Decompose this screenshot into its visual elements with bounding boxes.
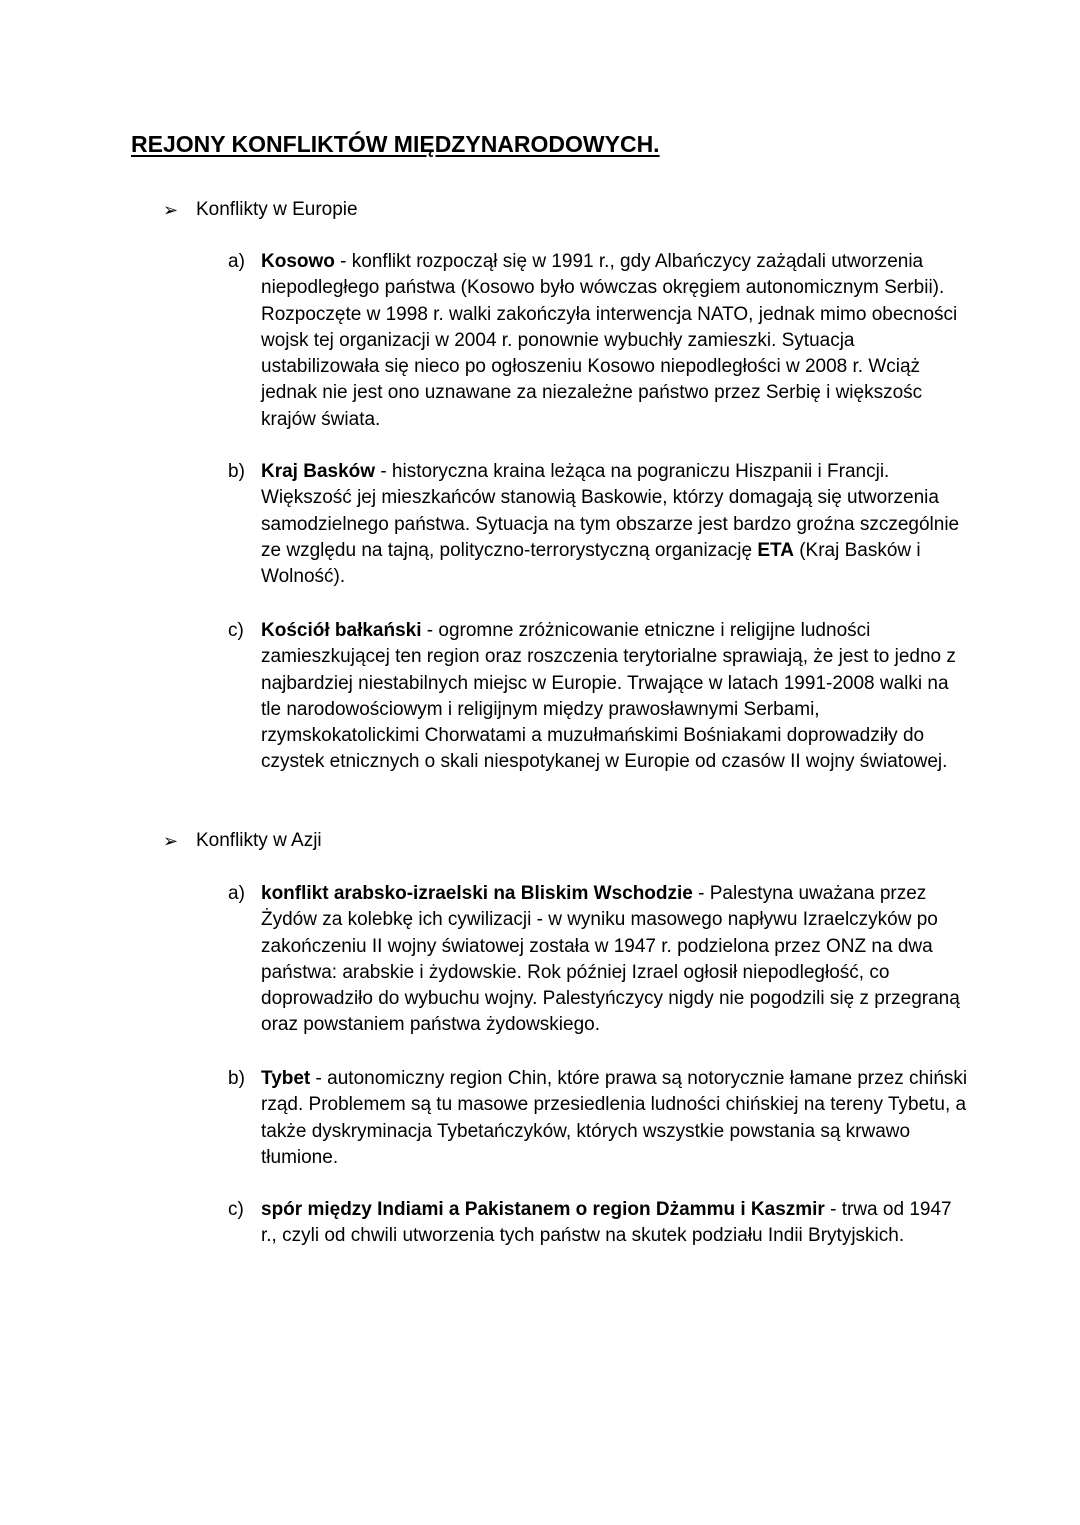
section-heading-label: Konflikty w Azji — [196, 830, 322, 851]
item-term: Kraj Basków — [261, 461, 376, 482]
list-marker: c) — [228, 620, 244, 641]
list-item-text — [261, 1197, 968, 1250]
item-description: - autonomiczny region Chin, które prawa są notorycznie łamane przez chiński rząd. Problemem są tu masowe przesiedlenia ludności chińskiej na tereny Tybetu, a także dyskryminacja Tybetańczyków, których wszystkie powstania są krwawo tłumione. — [261, 1068, 968, 1168]
item-term-eta: ETA — [757, 539, 794, 561]
item-term: konflikt arabsko-izraelski na Bliskim Wschodzie — [261, 883, 693, 904]
item-description: - historyczna kraina leżąca na pograniczu Hiszpanii i Francji. Większość jej mieszkańców stanowią Baskowie, którzy domagają się utworzenia samodzielnego państwa. Sytuacja na tym obszarze jest bardzo groźna szczególnie ze względu na tajną, polityczno-terrorystyczną organizację — [261, 461, 960, 561]
item-term: Kościół bałkański — [261, 620, 422, 641]
list-marker: b) — [228, 461, 245, 482]
item-term: Tybet — [261, 1068, 311, 1089]
item-description: - konflikt rozpoczął się w 1991 r., gdy Albańczycy zażądali utworzenia niepodległego państwa (Kosowo było wówczas okręgiem autonomicznym Serbii). Rozpoczęte w 1998 r. walki zakończyła interwencja NATO, jednak mimo obecności wojsk tej organizacji w 2004 r. ponownie wybuchły zamieszki. Sytuacja ustabilizowała się nieco po ogłoszeniu Kosowo niepodległości w 2008 r. Wciąż jednak nie jest ono uznawane za niezależne państwo przez Serbię i większośc krajów świata. — [261, 251, 958, 430]
list-item-text — [261, 618, 968, 776]
page-title: REJONY KONFLIKTÓW MIĘDZYNARODOWYCH. — [131, 131, 660, 157]
list-item-text — [261, 881, 968, 1039]
list-marker: a) — [228, 251, 245, 272]
list-item-tybet — [228, 1066, 968, 1171]
section-heading-label: Konflikty w Europie — [196, 199, 358, 220]
item-description: - Palestyna uważana przez Żydów za kolebkę ich cywilizacji - w wyniku masowego napływu Izraelczyków po zakończeniu II wojny światowej została w 1947 r. podzielona przez ONZ na dwa państwa: arabskie i żydowskie. Rok później Izrael ogłosił niepodległość, co doprowadziło do wybuchu wojny. Palestyńczycy nigdy nie pogodzili się z przegraną oraz powstaniem państwa żydowskiego. — [261, 883, 960, 1036]
list-marker: c) — [228, 1199, 244, 1220]
item-description: - trwa od 1947 r., czyli od chwili utworzenia tych państw na skutek podziału Indii Brytyjskich. — [261, 1199, 952, 1247]
list-marker: a) — [228, 883, 245, 904]
list-item-text — [261, 249, 968, 433]
list-item-kosowo — [228, 249, 968, 433]
arrow-bullet-icon: ➢ — [163, 831, 179, 851]
section-heading-europe — [163, 197, 358, 223]
item-description: - ogromne zróżnicowanie etniczne i religijne ludności zamieszkującej ten region oraz roszczenia terytorialne sprawiają, że jest to jedno z najbardziej niestabilnych miejsc w Europie. Trwające w latach 1991-2008 walki na tle narodowościowym i religijnym między prawosławnymi Serbami, rzymskokatolickimi Chorwatami a muzułmańskimi Bośniakami doprowadziły do czystek etnicznych o skali niespotykanej w Europie od czasów II wojny światowej. — [261, 620, 956, 773]
arrow-bullet-icon: ➢ — [163, 200, 179, 220]
item-description-end: (Kraj Basków i Wolność). — [261, 539, 921, 588]
list-marker: b) — [228, 1068, 245, 1089]
list-item-text — [261, 1066, 968, 1171]
list-item-text — [261, 459, 968, 590]
item-term: spór między Indiami a Pakistanem o region Dżammu i Kaszmir — [261, 1199, 825, 1220]
list-item-konflikt-arabsko-izraelski — [228, 881, 968, 1039]
list-item-dzammu-kaszmir — [228, 1197, 968, 1250]
section-heading-asia — [163, 828, 322, 854]
list-item-kosciol-balkanski — [228, 618, 968, 776]
list-item-kraj-baskow — [228, 459, 968, 590]
item-term: Kosowo — [261, 251, 335, 272]
